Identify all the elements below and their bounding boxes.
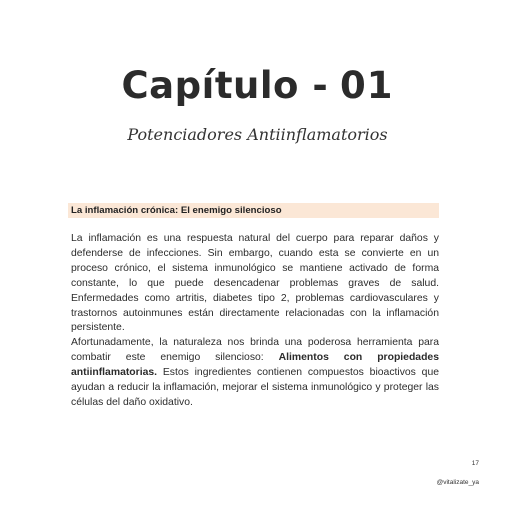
chapter-subtitle: Potenciadores Antiinflamatorios — [127, 125, 388, 144]
chapter-title — [0, 62, 515, 110]
page-number: 17 — [471, 460, 479, 467]
section-heading: La inflamación crónica: El enemigo silencioso — [68, 203, 439, 218]
chapter-word: Capítulo - — [121, 64, 329, 107]
paragraph-2-emphasis: Alimentos con propiedades antiinflamatorias. — [71, 351, 439, 378]
body-paragraph-2 — [71, 336, 439, 411]
chapter-number: 01 — [339, 64, 394, 107]
paragraph-2-rest: Estos ingredientes contienen compuestos bioactivos que ayudan a reducir la inflamación, mejorar el sistema inmunológico y proteger las células del daño oxidativo. — [71, 366, 439, 408]
paragraph-2-intro: Afortunadamente, la naturaleza nos brinda una poderosa herramienta para combatir este enemigo silencioso: — [71, 337, 439, 363]
social-handle: @vitalizate_ya — [436, 479, 479, 486]
body-paragraph-1: La inflamación es una respuesta natural del cuerpo para reparar daños y defenderse de infecciones. Sin embargo, cuando esta se convierte en un proceso crónico, el sistema inmunológico se mantiene activado de forma constante, lo que puede desencadenar problemas graves de salud. Enfermedades como artritis, diabetes tipo 2, problemas cardiovasculares y trastornos autoinmunes están directamente relacionadas con la inflamación persistente. — [71, 233, 439, 334]
